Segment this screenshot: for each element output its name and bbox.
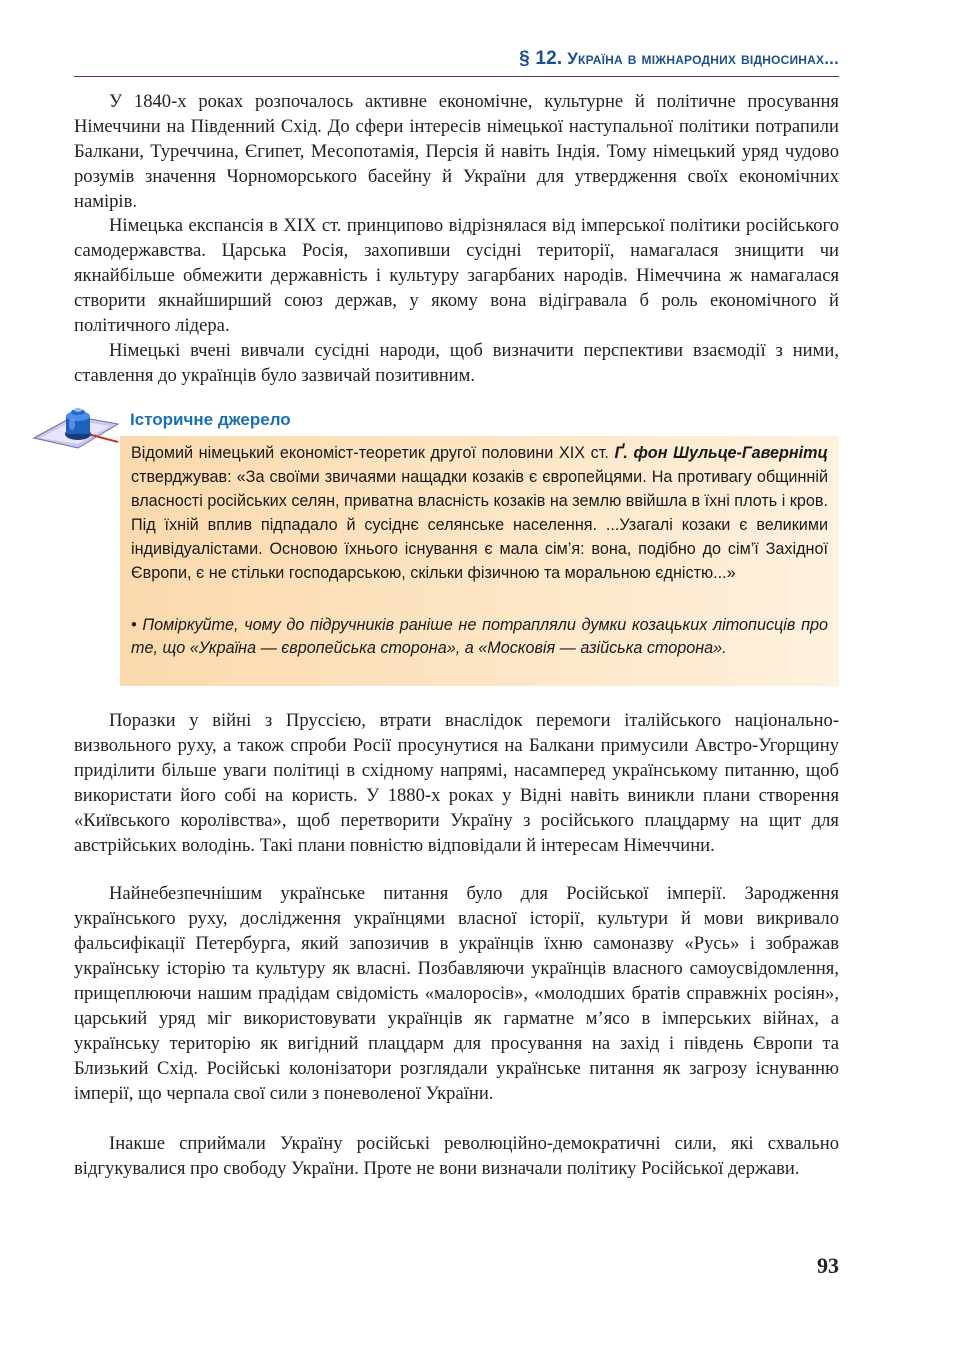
running-header [74, 48, 839, 70]
source-text-quote: стверджував: «За своїми звичаями нащадки козаків є європейцями. На противагу общинній власності російських селян, приватна власність козаків на землю ввійшла в їхні плоть і кров. Під їхній вплив підпадало й сусіднє селянське населення. ...Узагалі козаки є великими індивідуалістами. Основою їхнього існування є мала сім’я: вона, подібно до сім’ї Західної Європи, є не стільки господарською, скільки фізичною та моральною єдністю...» [131, 468, 828, 582]
source-quote [131, 441, 828, 585]
source-heading: Історичне джерело [130, 410, 291, 429]
body-paragraph-3: Німецькі вчені вивчали сусідні народи, щоб визначити перспективи взаємодії з ними, ставлення до українців було зазвичай позитивним. [74, 340, 839, 386]
source-author: Ґ. фон Шульце-Гавернітц [614, 444, 828, 462]
body-paragraph-1: У 1840-х роках розпочалось активне економічне, культурне й політичне просування Німеччини на Південний Схід. До сфери інтересів німецької наступальної політики потрапили Балкани, Туреччина, Єгипет, Месопотамія, Персія й навіть Індія. Тому німецький уряд чудово розумів значення Чорноморського басейну й України для утвердження своїх економічних намірів. [74, 91, 839, 212]
body-paragraph-4: Поразки у війні з Пруссією, втрати внаслідок перемоги італійського національно-визвольного руху, а також спроби Росії просунутися на Балкани примусили Австро-Угорщину приділити більше уваги політиці в східному напрямі, насамперед українському питанню, щоб використати його собі на користь. У 1880-х роках у Відні навіть виникли плани створення «Київського королівства», щоб перетворити Україну з російського плацдарму на щит для австрійських володінь. Такі плани повністю відповідали й інтересам Німеччини. [74, 710, 839, 856]
body-paragraph-5: Найнебезпечнішим українське питання було для Російської імперії. Зародження українського руху, дослідження українцями власної історії, культури й мови викривало фальсифікації Петербурга, який запозичив в українців їхню самоназву «Русь» і зображав українську історію та культуру як власні. Позбавляючи українців власного самоусвідомлення, прищеплюючи нашим прадідам свідомість «малоросів», «молодших братів справжніх росіян», царський уряд міг використовувати українців як гарматне м’ясо в імперських війнах, а українську територію як вигідний плацдарм для просування на захід і південь Європи та Близький Схід. Російські колонізатори розглядали українське питання як загрозу існуванню імперії, що черпала свої сили з поневоленої України. [74, 883, 839, 1104]
inkwell-quill-icon [32, 402, 120, 454]
header-rule [74, 76, 839, 77]
body-paragraph-2: Німецька експансія в XIX ст. принципово відрізнялася від імперської політики російського самодержавства. Царська Росія, захопивши сусідні території, намагалася знищити чи якнайбільше обмежити державність і культуру загарбаних народів. Німеччина ж намагалася створити якнайширший союз держав, у якому вона відігравала б роль економічного й політичного лідера. [74, 215, 839, 336]
section-title: Україна в міжнародних відносинах... [567, 49, 839, 68]
source-text-intro: Відомий німецький економіст-теоретик другої половини XIX ст. [131, 444, 615, 462]
section-number: § 12. [519, 48, 563, 69]
source-question: • Поміркуйте, чому до підручників раніше не потрапляли думки козацьких літописців про те, що «Україна — європейська сторона», а «Московія — азійська сторона». [131, 616, 828, 657]
body-paragraph-6: Інакше сприймали Україну російські революційно-демократичні сили, які схвально відгукувалися про свободу України. Проте не вони визначали політику Російської держави. [74, 1133, 839, 1179]
page-number: 93 [817, 1253, 839, 1278]
